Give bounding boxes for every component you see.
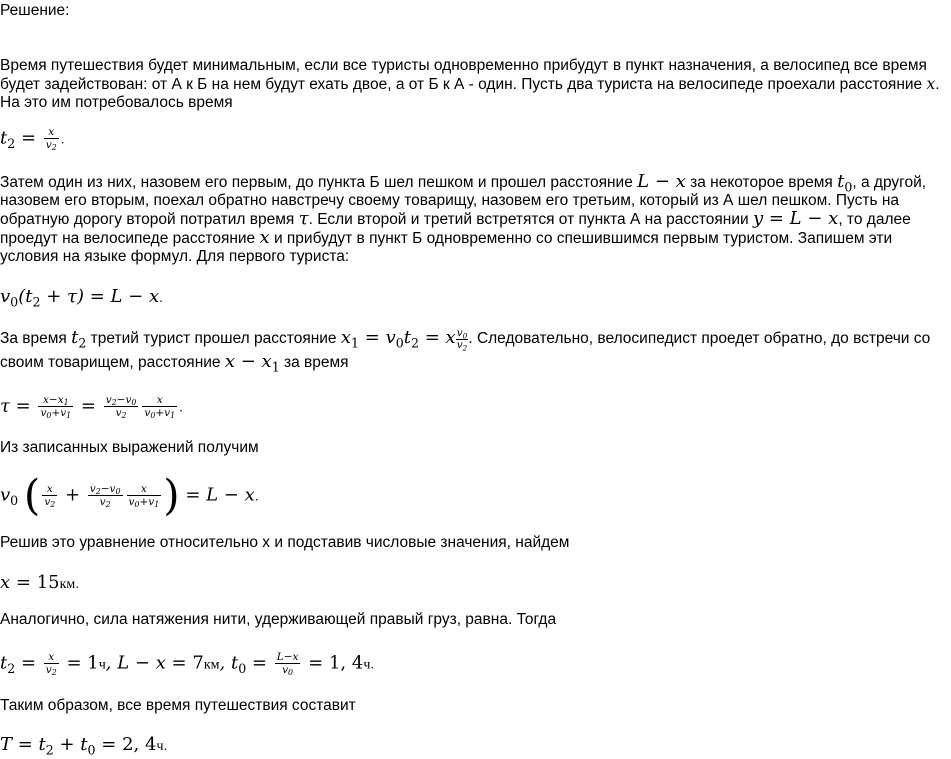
- p3-text-d: за время: [279, 353, 349, 371]
- p2-text-f: и прибудут в пункт Б одновременно со спешившимся первым туристом. Запишем эти условия на языке формул. Для первого туриста:: [0, 230, 893, 265]
- solution-heading: Решение:: [0, 2, 70, 19]
- intro-var-x: x: [926, 75, 936, 93]
- p3-math-diff: $x - x_1$: [224, 350, 280, 375]
- paragraph-2: [0, 173, 947, 266]
- paragraph-3: За время $t_2$ третий турист прошел расстояние $x_1 = v_0t_2 = x$ $\frac{v_0}{v_2}$ . Следовательно, велосипедист проедет обратно, до встречи со своим товарищем, расстояние $x - x_1$ за время: [0, 326, 931, 375]
- unit-km-1: км: [59, 577, 76, 592]
- t0-value: 1, 4: [328, 652, 364, 674]
- formula-combined: $v_0$ ( $\frac{x}{v_2}$ + $\frac{v_2-v_0}{v_2}$ $\frac{x}{v_0+v_1}$ ) = L − x.: [0, 470, 259, 520]
- unit-h-2: ч: [363, 657, 371, 673]
- p3-text-a: За время: [0, 330, 72, 347]
- formula-tau: τ = $\frac{x-x_1}{v_0+v_1}$ = $\frac{v_2-v_0}{v_2}$ $\frac{x}{v_0+v_1}$ .: [0, 394, 183, 420]
- p3-text-b: третий турист прошел расстояние: [86, 330, 341, 347]
- intro-text-b: . На это им потребовалось время: [0, 76, 940, 111]
- p2-math-t0: [837, 171, 853, 195]
- p2-math-x: x: [259, 227, 270, 248]
- unit-km-2: км: [203, 657, 220, 673]
- x-value: 15: [36, 572, 60, 593]
- formula-total-time: $T = t_2 + t_0 = 2$, 4ч.: [0, 734, 168, 758]
- p3-math-x1: $x_1 = v_0t_2 = x$ $\frac{v_0}{v_2}$: [340, 326, 468, 353]
- paragraph-6: Аналогично, сила натяжения нити, удерживающей правый груз, равна. Тогда: [0, 611, 557, 628]
- p2-text-c: , а другой, назовем его вторым, поехал обратно навстречу своему товарищу, назовем его третьим, который из А шел пешком. Пусть на обратную дорогу второй потратил время: [0, 174, 927, 228]
- paragraph-7: Таким образом, все время путешествия составит: [0, 697, 356, 714]
- p2-text-b: за некоторое время: [685, 174, 838, 191]
- formula-first-tourist: $v_0(t_2 + \tau) = L - x$.: [0, 286, 163, 310]
- p3-text-c: . Следовательно, велосипедист проедет обратно, до встречи со своим товарищем, расстояние: [0, 330, 931, 371]
- p2-math-y: y = L − x: [752, 208, 839, 229]
- paragraph-4: Из записанных выражений получим: [0, 439, 259, 456]
- lx-value: 7: [192, 652, 204, 674]
- p2-text-d: . Если второй и третий встретятся от пункта А на расстоянии: [308, 211, 753, 228]
- p2-math-tau: τ: [298, 208, 309, 229]
- intro-text-a: Время путешествия будет минимальным, если все туристы одновременно прибудут в пункт назначения, а велосипед все время будет задействован: от А к Б на нем будут ехать двое, а от Б к А - один. Пусть два туриста на велосипеде проехали расстояние: [0, 57, 927, 93]
- p2-text-a: Затем один из них, назовем его первым, до пункта Б шел пешком и прошел расстояние: [0, 174, 638, 191]
- p2-math-lx: L − x: [637, 171, 686, 192]
- t2-value: 1: [87, 652, 99, 674]
- paragraph-5: Решив это уравнение относительно х и подставив числовые значения, найдем: [0, 534, 570, 551]
- p2-t: t: [837, 171, 845, 192]
- unit-h-1: ч: [98, 657, 106, 673]
- p2-text-e: , то далее проедут на велосипеде расстояние: [0, 211, 911, 247]
- formula-x-value: x = 15км.: [0, 572, 80, 593]
- total-value: 2, 4: [122, 734, 157, 755]
- intro-paragraph: [0, 57, 947, 112]
- p2-t-sub: 0: [844, 179, 853, 195]
- formula-t2: $t_2$ = $\frac{x}{v_2}$ .: [0, 126, 65, 152]
- formula-times: $t_2$ = $\frac{x}{v_2}$ = 1ч, L − x = 7км, $t_0$ = $\frac{L-x}{v_0}$ = 1, 4ч.: [0, 651, 375, 677]
- unit-h-3: ч: [156, 739, 164, 754]
